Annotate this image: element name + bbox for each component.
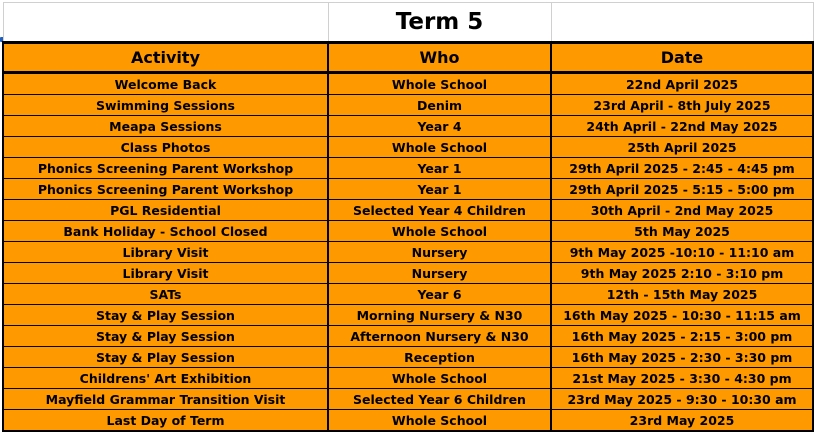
table-row xyxy=(3,305,813,326)
who-column-header[interactable]: Who xyxy=(328,43,551,73)
who-cell[interactable]: Whole School xyxy=(328,73,551,95)
activity-cell[interactable]: Library Visit xyxy=(3,242,328,263)
date-cell[interactable]: 29th April 2025 - 2:45 - 4:45 pm xyxy=(551,158,813,179)
activity-cell[interactable]: Meapa Sessions xyxy=(3,116,328,137)
table-row xyxy=(3,347,813,368)
table-row xyxy=(3,179,813,200)
table-row xyxy=(3,116,813,137)
who-cell[interactable]: Morning Nursery & N30 xyxy=(328,305,551,326)
date-cell[interactable]: 9th May 2025 -10:10 - 11:10 am xyxy=(551,242,813,263)
who-cell[interactable]: Selected Year 6 Children xyxy=(328,389,551,410)
date-cell[interactable]: 23rd May 2025 - 9:30 - 10:30 am xyxy=(551,389,813,410)
table-row xyxy=(3,137,813,158)
table-row xyxy=(3,284,813,305)
date-cell[interactable]: 25th April 2025 xyxy=(551,137,813,158)
activity-cell[interactable]: PGL Residential xyxy=(3,200,328,221)
date-cell[interactable]: 5th May 2025 xyxy=(551,221,813,242)
title-blank-cell-right[interactable] xyxy=(551,3,813,43)
table-row xyxy=(3,221,813,242)
term-schedule-table xyxy=(2,2,814,432)
who-cell[interactable]: Year 6 xyxy=(328,284,551,305)
activity-cell[interactable]: Bank Holiday - School Closed xyxy=(3,221,328,242)
schedule-rows xyxy=(3,73,813,432)
who-cell[interactable]: Afternoon Nursery & N30 xyxy=(328,326,551,347)
activity-cell[interactable]: Library Visit xyxy=(3,263,328,284)
table-row xyxy=(3,326,813,347)
table-row xyxy=(3,263,813,284)
title-blank-cell-left[interactable] xyxy=(3,3,328,43)
table-row xyxy=(3,158,813,179)
table-row xyxy=(3,95,813,116)
table-row xyxy=(3,389,813,410)
date-cell[interactable]: 22nd April 2025 xyxy=(551,73,813,95)
date-cell[interactable]: 12th - 15th May 2025 xyxy=(551,284,813,305)
activity-cell[interactable]: Phonics Screening Parent Workshop xyxy=(3,158,328,179)
date-cell[interactable]: 29th April 2025 - 5:15 - 5:00 pm xyxy=(551,179,813,200)
term-schedule-sheet xyxy=(2,2,812,432)
table-row xyxy=(3,200,813,221)
who-cell[interactable]: Whole School xyxy=(328,221,551,242)
activity-cell[interactable]: Phonics Screening Parent Workshop xyxy=(3,179,328,200)
activity-cell[interactable]: Childrens' Art Exhibition xyxy=(3,368,328,389)
table-row xyxy=(3,73,813,95)
activity-cell[interactable]: Stay & Play Session xyxy=(3,347,328,368)
date-cell[interactable]: 21st May 2025 - 3:30 - 4:30 pm xyxy=(551,368,813,389)
who-cell[interactable]: Year 1 xyxy=(328,179,551,200)
who-cell[interactable]: Whole School xyxy=(328,137,551,158)
who-cell[interactable]: Year 4 xyxy=(328,116,551,137)
activity-cell[interactable]: Last Day of Term xyxy=(3,410,328,432)
date-cell[interactable]: 16th May 2025 - 10:30 - 11:15 am xyxy=(551,305,813,326)
who-cell[interactable]: Whole School xyxy=(328,368,551,389)
who-cell[interactable]: Reception xyxy=(328,347,551,368)
activity-cell[interactable]: Class Photos xyxy=(3,137,328,158)
who-cell[interactable]: Whole School xyxy=(328,410,551,432)
table-row xyxy=(3,368,813,389)
date-cell[interactable]: 23rd April - 8th July 2025 xyxy=(551,95,813,116)
date-cell[interactable]: 16th May 2025 - 2:15 - 3:00 pm xyxy=(551,326,813,347)
who-cell[interactable]: Selected Year 4 Children xyxy=(328,200,551,221)
date-cell[interactable]: 16th May 2025 - 2:30 - 3:30 pm xyxy=(551,347,813,368)
who-cell[interactable]: Denim xyxy=(328,95,551,116)
header-row xyxy=(3,43,813,73)
activity-cell[interactable]: Stay & Play Session xyxy=(3,305,328,326)
date-cell[interactable]: 9th May 2025 2:10 - 3:10 pm xyxy=(551,263,813,284)
who-cell[interactable]: Year 1 xyxy=(328,158,551,179)
activity-cell[interactable]: Mayfield Grammar Transition Visit xyxy=(3,389,328,410)
activity-cell[interactable]: SATs xyxy=(3,284,328,305)
date-cell[interactable]: 23rd May 2025 xyxy=(551,410,813,432)
activity-column-header[interactable]: Activity xyxy=(3,43,328,73)
activity-cell[interactable]: Stay & Play Session xyxy=(3,326,328,347)
table-row xyxy=(3,410,813,432)
table-row xyxy=(3,242,813,263)
date-cell[interactable]: 24th April - 22nd May 2025 xyxy=(551,116,813,137)
who-cell[interactable]: Nursery xyxy=(328,263,551,284)
activity-cell[interactable]: Welcome Back xyxy=(3,73,328,95)
date-column-header[interactable]: Date xyxy=(551,43,813,73)
date-cell[interactable]: 30th April - 2nd May 2025 xyxy=(551,200,813,221)
term-title[interactable]: Term 5 xyxy=(328,3,551,43)
activity-cell[interactable]: Swimming Sessions xyxy=(3,95,328,116)
title-row xyxy=(3,3,813,43)
who-cell[interactable]: Nursery xyxy=(328,242,551,263)
